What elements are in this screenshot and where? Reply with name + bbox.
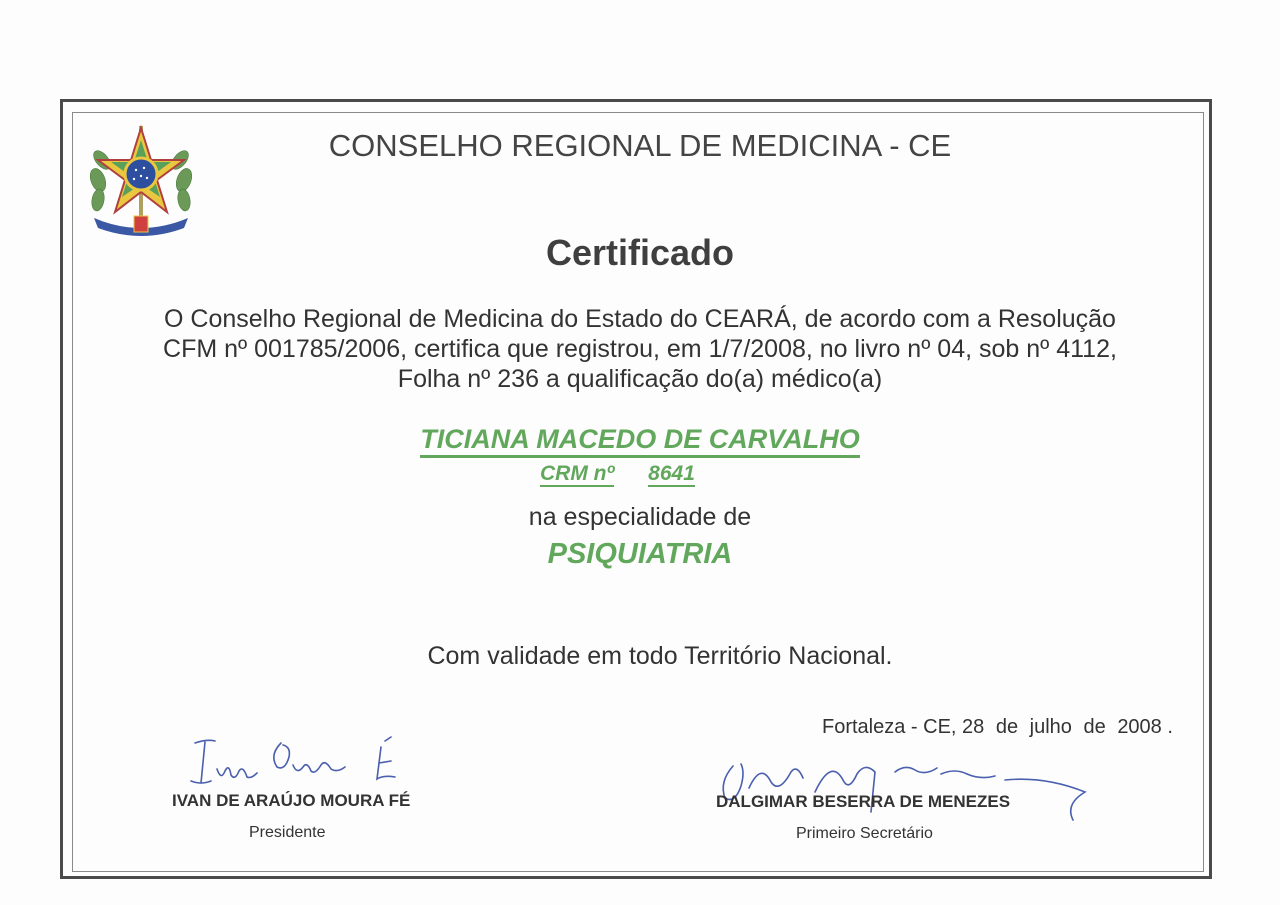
validity-statement: Com validade em todo Território Nacional. xyxy=(427,642,893,670)
place: Fortaleza - CE, xyxy=(822,716,957,738)
year: 2008 xyxy=(1117,716,1162,738)
month: julho xyxy=(1029,716,1072,738)
body-line-2: CFM nº 001785/2006, certifica que registrou, em 1/7/2008, no livro nº 04, sob nº 4112, xyxy=(163,335,1117,363)
president-role: Presidente xyxy=(249,824,326,841)
place-date xyxy=(822,716,1173,739)
specialty-intro: na especialidade de xyxy=(528,503,752,531)
certificate-body xyxy=(100,304,1180,394)
crm-label: CRM nº xyxy=(540,462,615,485)
date-de-1: de xyxy=(995,716,1019,738)
crm-number: 8641 xyxy=(648,462,695,485)
specialty: PSIQUIATRIA xyxy=(547,538,733,570)
secretary-role: Primeiro Secretário xyxy=(796,825,933,842)
president-signature xyxy=(185,735,435,795)
council-name: CONSELHO REGIONAL DE MEDICINA - CE xyxy=(328,128,952,163)
president-name: IVAN DE ARAÚJO MOURA FÉ xyxy=(172,791,411,810)
body-line-1: O Conselho Regional de Medicina do Estado do CEARÁ, de acordo com a Resolução xyxy=(164,305,1116,333)
certificate-title: Certificado xyxy=(545,232,735,273)
brazil-coat-of-arms-icon xyxy=(84,120,198,240)
date-end: . xyxy=(1167,716,1173,738)
crm-row xyxy=(540,462,695,486)
doctor-name xyxy=(340,424,940,455)
doctor-name-text: TICIANA MACEDO DE CARVALHO xyxy=(420,424,860,458)
date-de-2: de xyxy=(1083,716,1106,738)
day: 28 xyxy=(962,716,985,738)
secretary-name: DALGIMAR BESERRA DE MENEZES xyxy=(716,792,1011,811)
secretary-signature xyxy=(705,752,1095,824)
body-line-3: Folha nº 236 a qualificação do(a) médico(a) xyxy=(397,365,883,393)
